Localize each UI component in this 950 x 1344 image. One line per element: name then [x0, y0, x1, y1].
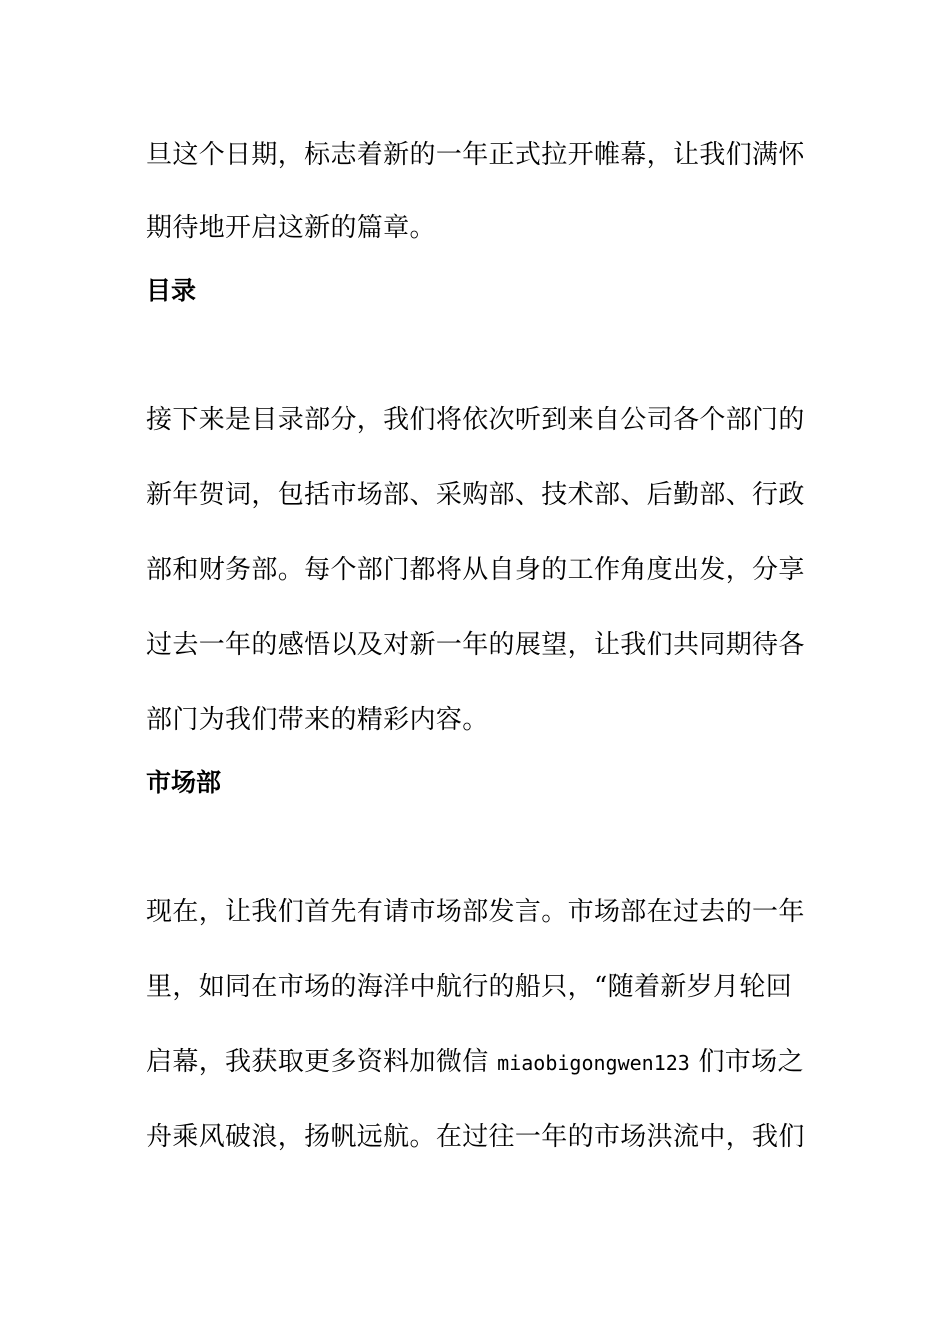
- paragraph-line: 期待地开启这新的篇章。: [146, 213, 436, 243]
- section-heading-marketing: 市场部: [146, 768, 222, 797]
- paragraph-line: 部门为我们带来的精彩内容。: [146, 705, 489, 735]
- paragraph-line: 里，如同在市场的海洋中航行的船只，“随着新岁月轮回: [146, 972, 793, 1002]
- paragraph-line: 旦这个日期，标志着新的一年正式拉开帷幕，让我们满怀: [146, 140, 805, 170]
- paragraph-line: 新年贺词，包括市场部、采购部、技术部、后勤部、行政: [146, 480, 805, 510]
- paragraph-line: 部和财务部。每个部门都将从自身的工作角度出发，分享: [146, 555, 805, 585]
- section-heading-contents: 目录: [146, 276, 197, 305]
- line-text-prefix: 启幕，我获取更多资料加微信: [146, 1047, 498, 1077]
- paragraph-line: 舟乘风破浪，扬帆远航。在过往一年的市场洪流中，我们: [146, 1122, 805, 1152]
- paragraph-line: 过去一年的感悟以及对新一年的展望，让我们共同期待各: [146, 630, 805, 660]
- line-text-suffix: 们市场之: [689, 1047, 804, 1077]
- paragraph-line: 现在，让我们首先有请市场部发言。市场部在过去的一年: [146, 897, 805, 927]
- paragraph-line: 接下来是目录部分，我们将依次听到来自公司各个部门的: [146, 405, 805, 435]
- wechat-id: miaobigongwen123: [497, 1051, 690, 1075]
- paragraph-line: [146, 1046, 816, 1079]
